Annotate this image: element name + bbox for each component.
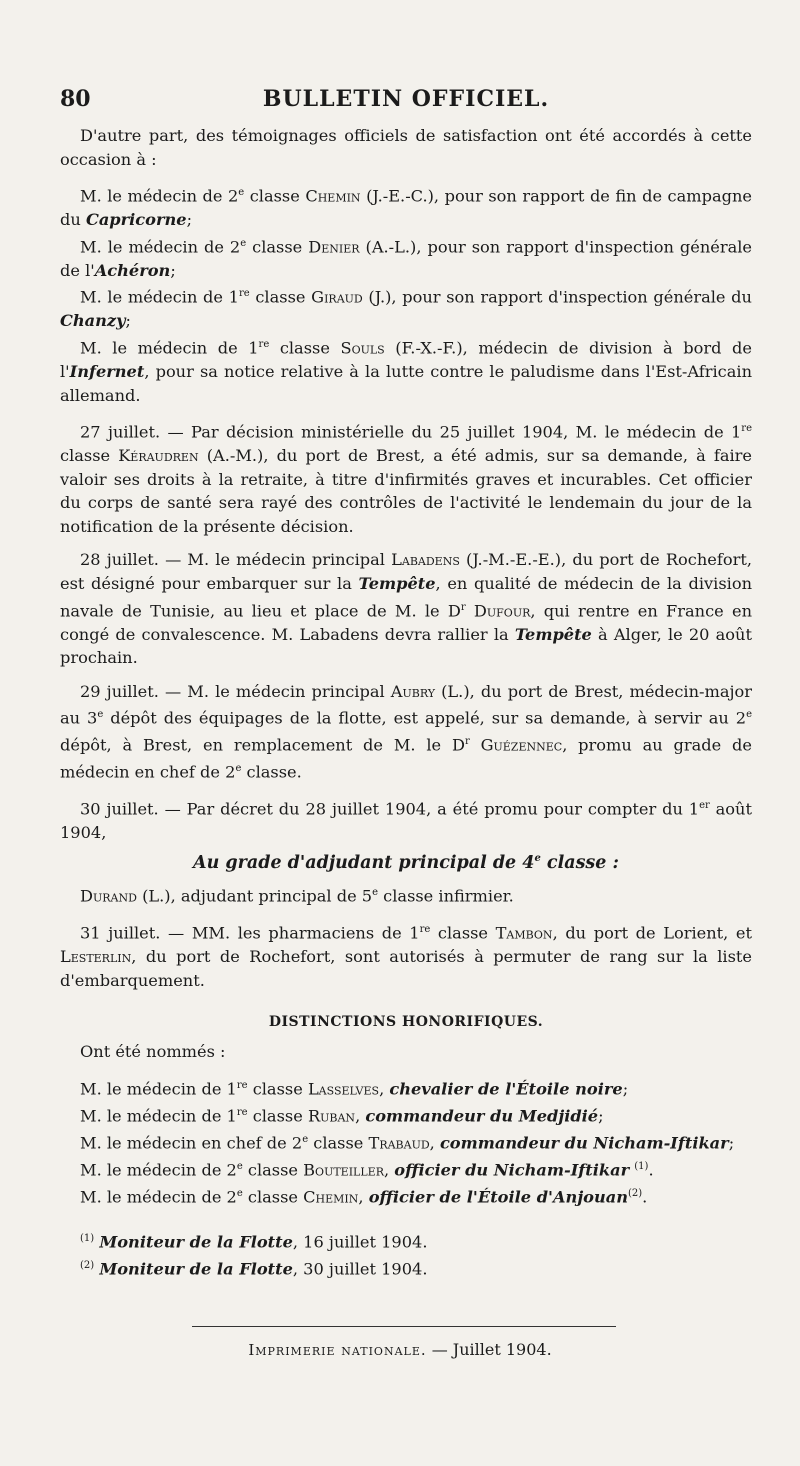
imprint-divider: [192, 1326, 616, 1327]
named-intro: Ont été nommés :: [80, 1042, 226, 1062]
honor-entry: M. le médecin de 1re classe Lasselves, chevalier de l'Étoile noire;: [80, 1079, 629, 1099]
page-body: [60, 124, 752, 1281]
commendation-list: [60, 181, 752, 407]
paragraph-28-juillet: 28 juillet. — M. le médecin principal Labadens (J.-M.-E.-E.), du port de Rochefort, est désigné pour embarquer sur la Tempête, en qualité de médecin de la division navale de Tunisie, au lieu et place de M. le $D^r$ Dufour, qui rentre en France en congé de convalescence. M. Labadens devra rallier la Tempête à Alger, le 20 août prochain.: [60, 550, 753, 668]
imprint-line: Imprimerie nationale. — Juillet 1904.: [248, 1340, 552, 1359]
paragraph-30-juillet: 30 juillet. — Par décret du 28 juillet 1904, a été promu pour compter du 1er août 1904,: [60, 799, 752, 843]
paragraph-29-juillet: 29 juillet. — M. le médecin principal Aubry (L.), du port de Brest, médecin-major au 3e dépôt des équipages de la flotte, est appelé, sur sa demande, à servir au 2e dépôt, à Brest, en remplacement de M. le $D^r$ Guézennec, promu au grade de médecin en chef de 2e classe.: [60, 681, 753, 782]
footnote-ref: (1): [634, 1160, 649, 1172]
footnotes: [60, 1227, 752, 1281]
paragraph-31-juillet: 31 juillet. — MM. les pharmaciens de 1re classe Tambon, du port de Lorient, et Lesterlin, du port de Rochefort, sont autorisés à permuter de rang sur la liste d'embarquement.: [60, 923, 752, 990]
grade-heading: Au grade d'adjudant principal de 4e classe :: [193, 852, 619, 873]
durand-promotion: Durand (L.), adjudant principal de 5e classe infirmier.: [80, 886, 514, 906]
honors-list: [60, 1074, 752, 1209]
page-header: [60, 86, 752, 116]
footnote-ref: (2): [628, 1187, 643, 1199]
commendation-entry: M. le médecin de 1re classe Giraud (J.), pour son rapport d'inspection générale du Chanzy;: [60, 287, 752, 331]
honor-entry: M. le médecin de 2e classe Bouteiller, officier du Nicham-Iftikar $^{(1)}$.: [80, 1160, 654, 1180]
paragraph-27-juillet: 27 juillet. — Par décision ministérielle du 25 juillet 1904, M. le médecin de 1re classe Kéraudren (A.-M.), du port de Brest, a été admis, sur sa demande, à faire valoir ses droits à la retraite, à titre d'infirmités graves et incurables. Cet officier du corps de santé sera rayé des contrôles de l'activité le lendemain du jour de la notification de la présente décision.: [60, 422, 752, 536]
intro-paragraph: D'autre part, des témoignages officiels de satisfaction ont été accordés à cette occasion à :: [60, 126, 752, 169]
footnote: $^{(1)}$ Moniteur de la Flotte, 16 juillet 1904.: [80, 1232, 428, 1252]
commendation-entry: M. le médecin de 2e classe Denier (A.-L.), pour son rapport d'inspection générale de l'Achéron;: [60, 237, 752, 280]
page-number: 80: [60, 86, 91, 112]
commendation-entry: M. le médecin de 2e classe Chemin (J.-E.-C.), pour son rapport de fin de campagne du Capricorne;: [60, 186, 753, 230]
honor-entry: M. le médecin en chef de 2e classe Trabaud, commandeur du Nicham-Iftikar;: [80, 1133, 735, 1153]
honor-entry: M. le médecin de 2e classe Chemin, officier de l'Étoile d'Anjouan$^{(2)}$.: [80, 1187, 648, 1207]
section-heading: DISTINCTIONS HONORIFIQUES.: [268, 1013, 544, 1030]
footnote: $^{(2)}$ Moniteur de la Flotte, 30 juillet 1904.: [80, 1259, 428, 1278]
running-title: BULLETIN OFFICIEL.: [262, 86, 550, 112]
commendation-entry: M. le médecin de 1re classe Souls (F.-X.-F.), médecin de division à bord de l'Infernet, pour sa notice relative à la lutte contre le paludisme dans l'Est-Africain allemand.: [60, 338, 752, 405]
honor-entry: M. le médecin de 1re classe Ruban, commandeur du Medjidié;: [80, 1106, 604, 1126]
